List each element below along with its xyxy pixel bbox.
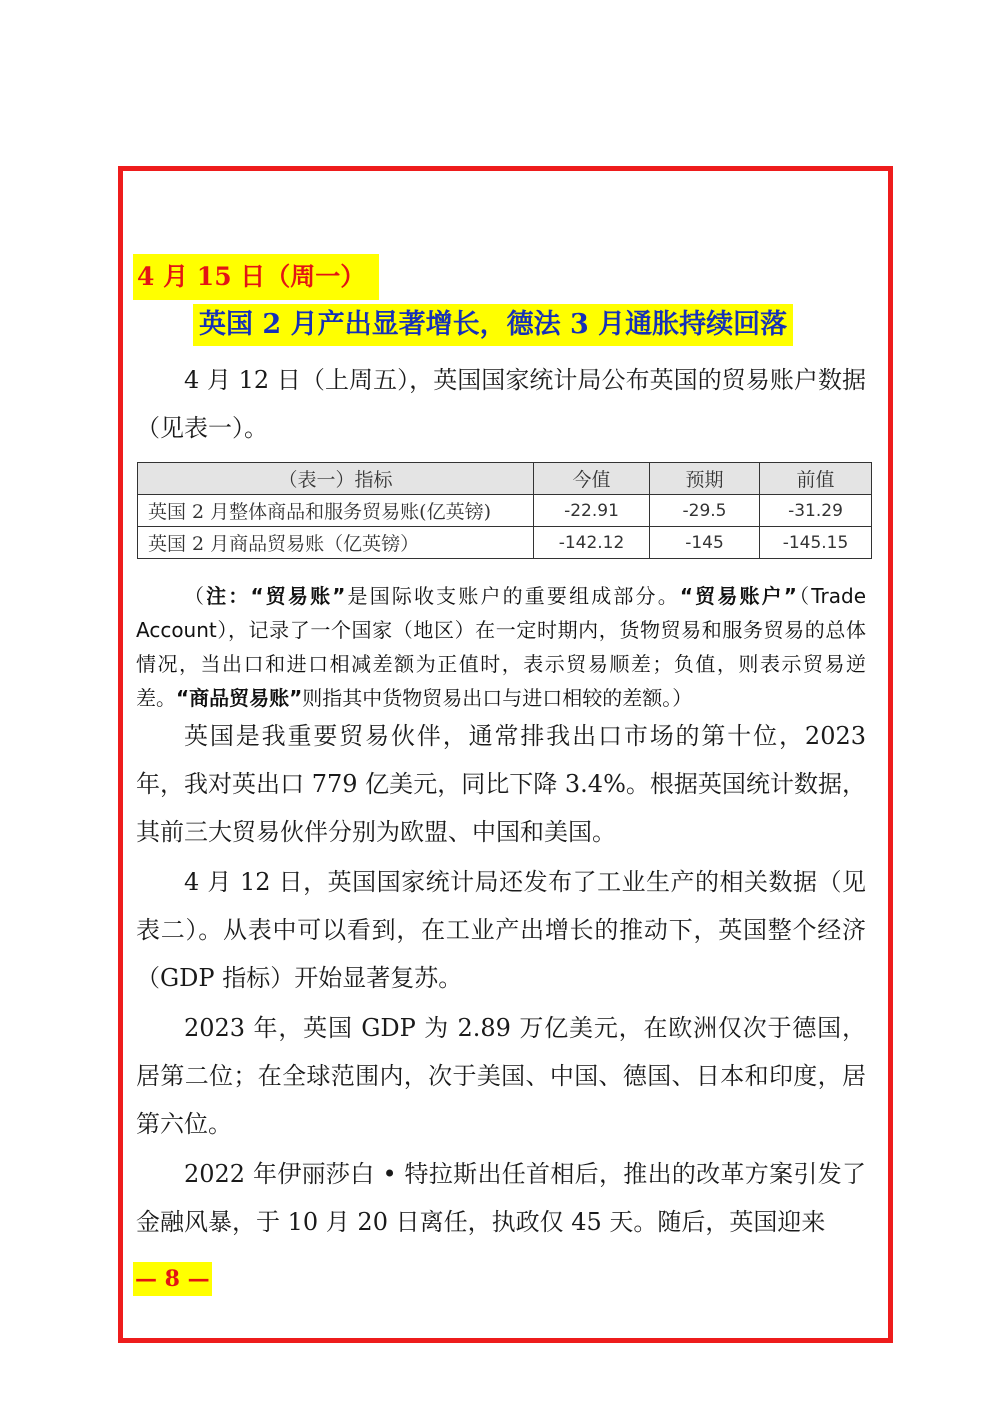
trade-account-table [137,462,872,559]
note-term-trade-account: “贸易账户” [679,584,797,608]
table-row [138,527,872,559]
header-forecast: 预期 [650,463,760,495]
table-header-row [138,463,872,495]
note-text-3: 则指其中货物贸易出口与进口相较的差额。） [302,686,693,710]
row-indicator: 英国 2 月商品贸易账（亿英镑） [138,527,534,559]
table-row [138,495,872,527]
note-term-trade: “贸易账” [250,584,346,608]
header-indicator: （表一）指标 [138,463,534,495]
row-forecast: -145 [650,527,760,559]
note-text-1: 是国际收支账户的重要组成部分。 [345,584,680,608]
page-number: — 8 — [133,1262,212,1296]
paragraph-5: 2022 年伊丽莎白 • 特拉斯出任首相后，推出的改革方案引发了金融风暴，于 10 月 20 日离任，执政仅 45 天。随后，英国迎来 [136,1160,866,1236]
table-note [136,579,866,715]
header-current: 今值 [534,463,650,495]
section-headline: 英国 2 月产出显著增长，德法 3 月通胀持续回落 [193,304,793,346]
row-previous: -145.15 [760,527,872,559]
note-open-paren: （ [184,584,207,608]
row-current: -142.12 [534,527,650,559]
note-label: 注： [206,584,251,608]
paragraph-4: 2023 年，英国 GDP 为 2.89 万亿美元，在欧洲仅次于德国，居第二位；在全球范围内，次于美国、中国、德国、日本和印度，居第六位。 [136,1014,866,1138]
row-previous: -31.29 [760,495,872,527]
row-indicator: 英国 2 月整体商品和服务贸易账(亿英镑) [138,495,534,527]
note-term-goods-trade: “商品贸易账” [176,686,303,710]
paragraph-1: 4 月 12 日（上周五），英国国家统计局公布英国的贸易账户数据（见表一）。 [136,366,866,442]
row-current: -22.91 [534,495,650,527]
header-previous: 前值 [760,463,872,495]
section-date-label: 4 月 15 日（周一） [133,254,379,300]
note-text-2: （Trade Account），记录了一个国家（地区）在一定时期内，货物贸易和服务贸易的总体情况，当出口和进口相减差额为正值时，表示贸易顺差；负值，则表示贸易逆差。 [136,584,867,710]
paragraph-2: 英国是我重要贸易伙伴，通常排我出口市场的第十位，2023 年，我对英出口 779 亿美元，同比下降 3.4%。根据英国统计数据，其前三大贸易伙伴分别为欧盟、中国和美国。 [136,722,866,846]
paragraph-3: 4 月 12 日，英国国家统计局还发布了工业生产的相关数据（见表二）。从表中可以看到，在工业产出增长的推动下，英国整个经济（GDP 指标）开始显著复苏。 [136,868,866,992]
row-forecast: -29.5 [650,495,760,527]
